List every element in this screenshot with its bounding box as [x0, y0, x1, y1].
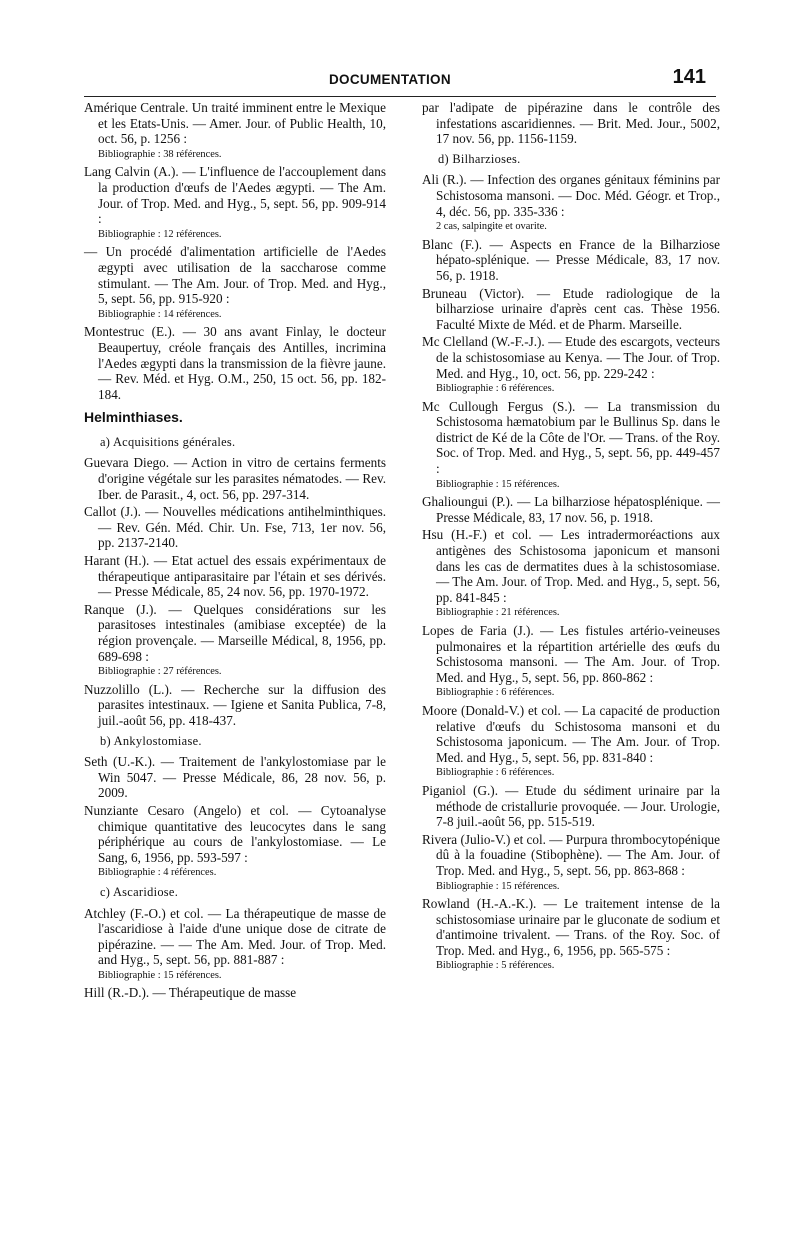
- bibliography-entry: Lopes de Faria (J.). — Les fistules artério-veineuses pulmonaires et la répartition artérielle des œufs du Schistosoma mansoni. — The Am. Jour. of Trop. Med. and Hyg., 5, sept. 56, pp. 860-862 :: [422, 623, 720, 685]
- bibliography-entry: Hill (R.-D.). — Thérapeutique de masse: [84, 985, 297, 1001]
- bibliography-entry: Piganiol (G.). — Etude du sédiment urinaire par la méthode de cristallurie provoquée. — Jour. Urologie, 7-8 juil.-août 56, pp. 515-519.: [422, 782, 720, 830]
- bibliography-entry: Rivera (Julio-V.) et col. — Purpura thrombocytopénique dû à la fouadine (Stibophène). — The Am. Jour. of Trop. Med. and Hyg., 5, sept. 56, pp. 863-868 :: [422, 831, 720, 878]
- bibliography-entry: par l'adipate de pipérazine dans le contrôle des infestations ascaridiennes. — Brit. Med. Jour., 5002, 17 nov. 56, pp. 1156-1159.: [422, 100, 720, 147]
- bibliography-entry: Rowland (H.-A.-K.). — Le traitement intense de la schistosomiase urinaire par le gluconate de sodium et d'antimoine trivalent. — Trans. of the Roy. Soc. of Trop. Med. and Hyg., 6, 1956, pp. 565-575 :: [422, 896, 720, 958]
- section-heading: Helminthiases.: [84, 409, 183, 426]
- bibliography-entry: Harant (H.). — Etat actuel des essais expérimentaux de thérapeutique antiparasitaire par l'étain et ses dérivés. — Presse Médicale, 85, 24 nov. 56, pp. 1970-1972.: [84, 553, 386, 600]
- bibliography-entry: Mc Clelland (W.-F.-J.). — Etude des escargots, vecteurs de la schistosomiase au Kenya. — The Jour. of Trop. Med. and Hyg., 10, oct. 56, pp. 229-242 :: [422, 334, 720, 381]
- bibliography-entry: Nuzzolillo (L.). — Recherche sur la diffusion des parasites intestinaux. — Igiene et Sanita Publica, 7-8, juil.-août 56, pp. 418-437.: [84, 681, 386, 728]
- bibliography-entry: Guevara Diego. — Action in vitro de certains ferments d'origine végétale sur les parasites nématodes. — Rev. Iber. de Parasit., 4, oct. 56, pp. 297-314.: [84, 455, 386, 502]
- reference-count: Bibliographie : 27 références.: [98, 666, 222, 678]
- subsection-heading: b) Ankylostomiase.: [100, 733, 202, 748]
- reference-count: Bibliographie : 5 références.: [436, 960, 555, 972]
- reference-count: Bibliographie : 4 références.: [98, 867, 217, 879]
- reference-count: Bibliographie : 15 références.: [98, 969, 222, 981]
- bibliography-entry: Lang Calvin (A.). — L'influence de l'accouplement dans la production d'œufs de l'Aedes ægypti. — The Am. Jour. of Trop. Med. and Hyg., 5, sept. 56, pp. 909-914 :: [84, 164, 386, 227]
- reference-count: Bibliographie : 38 références.: [98, 148, 222, 160]
- reference-count: Bibliographie : 12 références.: [98, 228, 222, 240]
- bibliography-entry: Ali (R.). — Infection des organes génitaux féminins par Schistosoma mansoni. — Doc. Méd. Géogr. et Trop., 4, déc. 56, pp. 335-336 :: [422, 172, 720, 219]
- reference-count: Bibliographie : 14 références.: [98, 308, 222, 320]
- header-rule: [84, 96, 716, 97]
- bibliography-entry: Amérique Centrale. Un traité imminent entre le Mexique et les Etats-Unis. — Amer. Jour. of Public Health, 10, oct. 56, p. 1256 :: [84, 100, 386, 147]
- reference-count: Bibliographie : 21 références.: [436, 607, 560, 619]
- bibliography-entry: — Un procédé d'alimentation artificielle de l'Aedes ægypti avec utilisation de la saccharose comme stimulant. — The Am. Jour. of Trop. Med. and Hyg., 5, sept. 56, pp. 915-920 :: [84, 244, 386, 307]
- subsection-heading: a) Acquisitions générales.: [100, 434, 236, 449]
- reference-count: Bibliographie : 15 références.: [436, 880, 560, 892]
- bibliography-entry: Mc Cullough Fergus (S.). — La transmission du Schistosoma hæmatobium par le Bullinus Sp. dans le district de Ké de la Côte de l'Or. — Trans. of the Roy. Soc. of Trop. Med. and Hyg., 5, sept. 56, pp. 449-457 :: [422, 398, 720, 477]
- bibliography-entry: Montestruc (E.). — 30 ans avant Finlay, le docteur Beaupertuy, créole français des Antilles, incrimina l'Aedes ægypti dans la transmission de la fièvre jaune. — Rev. Méd. et Hyg. O.M., 250, 15 oct. 56, pp. 182-184.: [84, 324, 386, 402]
- reference-count: Bibliographie : 6 références.: [436, 687, 555, 699]
- page-header: [84, 66, 716, 94]
- bibliography-entry: Callot (J.). — Nouvelles médications antihelminthiques. — Rev. Gén. Méd. Chir. Un. Fse, 713, 1er nov. 56, pp. 2137-2140.: [84, 504, 386, 551]
- bibliography-entry: Atchley (F.-O.) et col. — La thérapeutique de masse de l'ascaridiose à l'aide d'une unique dose de citrate de pipérazine. — — The Am. Med. Jour. of Trop. Med. and Hyg., 5, sept. 56, pp. 881-887 :: [84, 905, 386, 968]
- running-title: DOCUMENTATION: [329, 72, 451, 87]
- bibliography-entry: Hsu (H.-F.) et col. — Les intradermoréactions aux antigènes des Schistosoma japonicum et mansoni dans les cas de dermatites dues à la schistosomiase. — The Am. Jour. of Trop. Med. and Hyg., 5, sept. 56, pp. 841-845 :: [422, 527, 720, 605]
- bibliography-entry: Seth (U.-K.). — Traitement de l'ankylostomiase par le Win 5047. — Presse Médicale, 86, 28 nov. 56, p. 2009.: [84, 754, 386, 801]
- right-column: [422, 100, 720, 976]
- page-number: 141: [672, 66, 706, 88]
- bibliography-entry: Moore (Donald-V.) et col. — La capacité de production relative d'œufs du Schistosoma mansoni et du Schistosoma japonicum. — The Am. Jour. of Trop. Med. and Hyg., 5, sept. 56, pp. 831-840 :: [422, 702, 720, 765]
- bibliography-entry: Blanc (F.). — Aspects en France de la Bilharziose hépato-splénique. — Presse Médicale, 83, 17 nov. 56, p. 1918.: [422, 236, 720, 283]
- reference-count: Bibliographie : 15 références.: [436, 478, 560, 490]
- reference-count: Bibliographie : 6 références.: [436, 383, 555, 395]
- bibliography-entry: Nunziante Cesaro (Angelo) et col. — Cytoanalyse chimique quantitative des leucocytes dans le sang périphérique au cours de l'ankylostomiase. — Le Sang, 6, 1956, pp. 593-597 :: [84, 802, 386, 865]
- left-column: [84, 100, 386, 1003]
- bibliography-entry: Ranque (J.). — Quelques considérations sur les parasitoses intestinales (amibiase exceptée) de la région provençale. — Marseille Médical, 8, 1956, pp. 689-698 :: [84, 601, 386, 664]
- reference-count: Bibliographie : 6 références.: [436, 767, 555, 779]
- bibliography-entry: Bruneau (Victor). — Etude radiologique de la bilharziose urinaire d'après cent cas. Thèse 1956. Faculté Mixte de Méd. et de Pharm. Marseille.: [422, 285, 720, 332]
- reference-count: 2 cas, salpingite et ovarite.: [436, 221, 547, 233]
- subsection-heading: c) Ascaridiose.: [100, 884, 179, 899]
- subsection-heading: d) Bilharzioses.: [438, 151, 521, 166]
- bibliography-entry: Ghalioungui (P.). — La bilharziose hépatosplénique. — Presse Médicale, 83, 17 nov. 56, p. 1918.: [422, 494, 720, 525]
